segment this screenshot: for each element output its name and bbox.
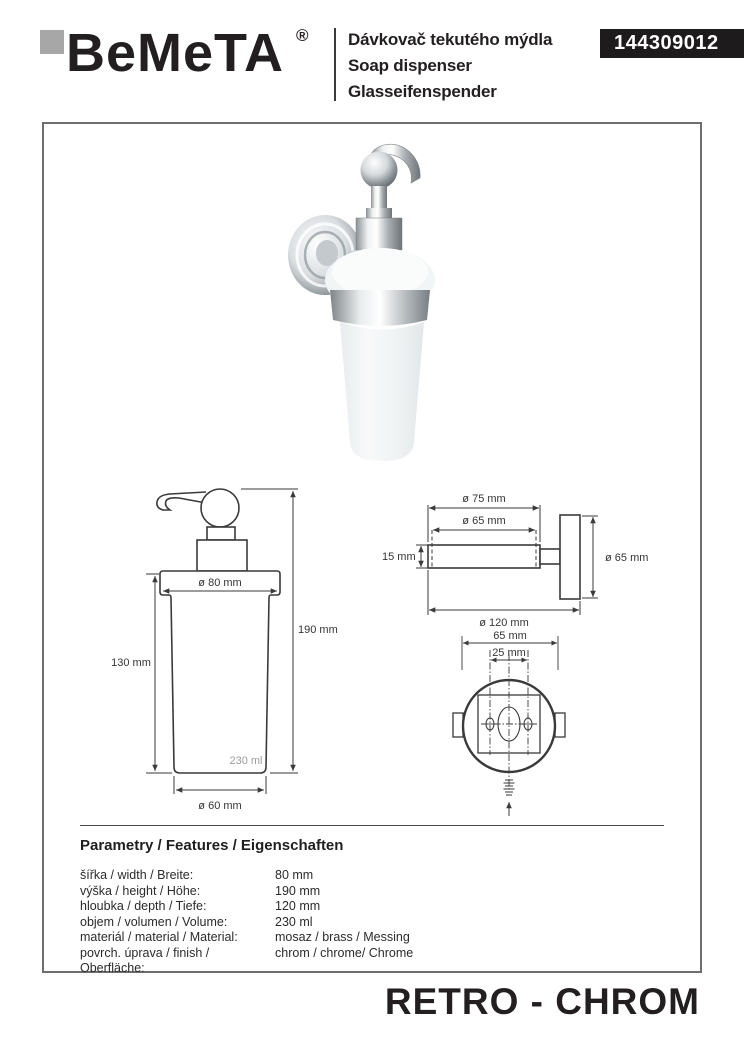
glass-cup [340,322,424,461]
volume-label: 230 ml [229,755,263,767]
dim-plate-diameter: ø 65 mm [605,552,649,564]
table-row [80,899,560,915]
table-row [80,868,560,884]
dim-top-diameter: ø 80 mm [198,577,242,589]
dim-ring-outer: ø 75 mm [462,493,506,505]
parameters-heading: Parametry / Features / Eigenschaften [80,837,344,854]
parameters-table [80,868,560,977]
dim-arm-thickness: 15 mm [382,551,416,563]
dim-ring-inner: ø 65 mm [462,515,506,527]
param-value: 120 mm [275,899,321,913]
pump-collar [356,218,402,250]
dim-total-depth: ø 120 mm [479,617,529,629]
header-divider [334,28,336,101]
param-value: mosaz / brass / Messing [275,930,410,944]
param-label: povrch. úprava / finish / Oberfläche: [80,945,210,975]
param-label: šířka / width / Breite: [80,868,194,882]
param-label: výška / height / Höhe: [80,883,201,898]
parameters-separator [80,825,664,826]
param-label: objem / volumen / Volume: [80,914,228,929]
dim-bottom-diameter: ø 60 mm [198,800,242,812]
table-row [80,915,560,931]
param-value: chrom / chrome/ Chrome [275,945,414,960]
product-title-cs: Dávkovač tekutého mýdla [348,30,553,49]
series-name: RETRO - CHROM [384,981,700,1022]
product-title-en: Soap dispenser [348,56,472,75]
side-view-drawing [380,485,700,635]
param-label: hloubka / depth / Tiefe: [80,899,207,913]
brand-logo: BeMeTA [66,23,285,83]
dim-plate-width: 65 mm [493,630,527,642]
back-dimensions [462,636,558,790]
logo-square-icon [40,30,64,54]
front-view-drawing [100,482,340,814]
registered-mark: ® [296,26,309,45]
dispenser-outline [157,489,280,773]
table-row [80,946,560,977]
pump-neck [371,186,387,210]
back-view-drawing [425,630,615,825]
holder-outline [428,515,580,599]
product-photo [270,140,500,480]
param-label: materiál / material / Material: [80,930,238,944]
product-title-de: Glasseifenspender [348,82,497,101]
dim-total-height: 190 mm [298,624,338,636]
dim-body-height: 130 mm [111,657,151,669]
holder-ring [330,290,430,326]
dim-hole-spacing: 25 mm [492,647,526,659]
table-row [80,930,560,946]
pump-neck-step [366,208,392,218]
product-titles [348,27,598,105]
param-value: 190 mm [275,883,321,898]
holder-dome-highlight [332,248,428,296]
pump-ball [361,152,398,189]
param-value: 230 ml [275,914,313,929]
product-code-badge: 144309012 [600,29,744,58]
param-value: 80 mm [275,868,314,882]
table-row [80,884,560,900]
